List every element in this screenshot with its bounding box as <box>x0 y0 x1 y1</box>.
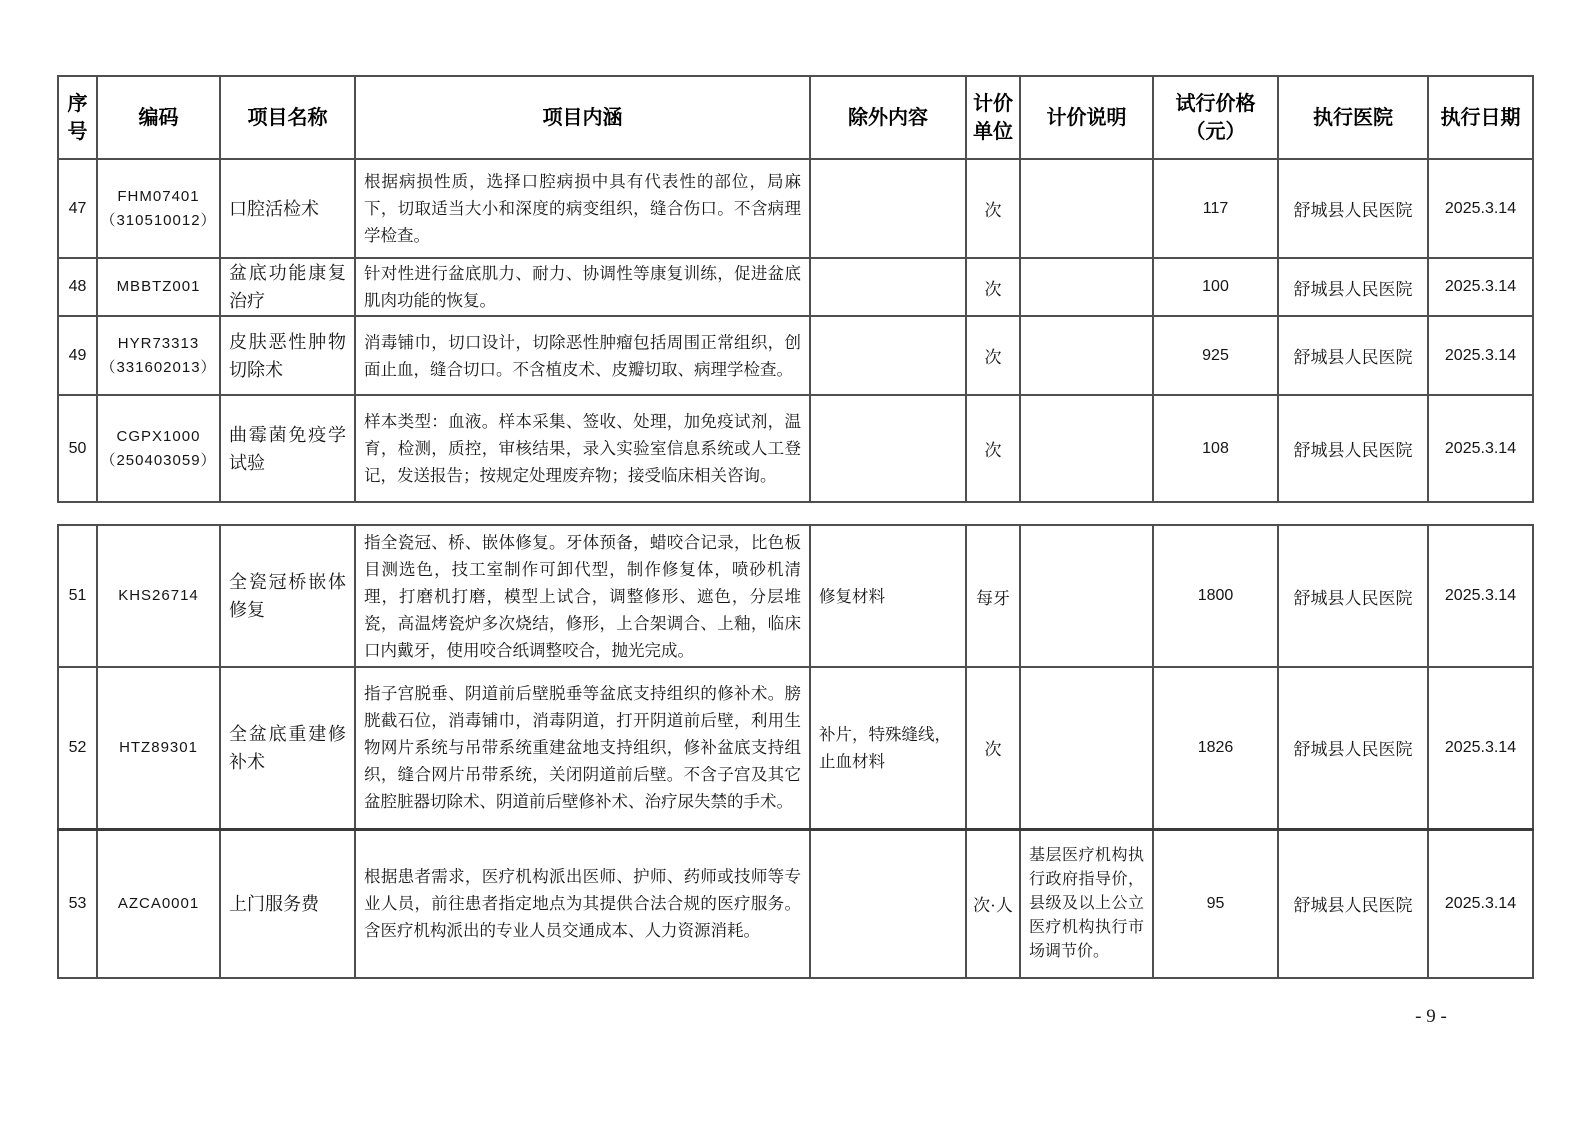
page-number: - 9 - <box>1415 1006 1447 1027</box>
price-table-area <box>57 75 1532 979</box>
cell-name: 口腔活检术 <box>220 159 355 258</box>
cell-unit: 每牙 <box>966 525 1020 667</box>
cell-unit: 次 <box>966 258 1020 316</box>
cell-name: 全盆底重建修补术 <box>220 667 355 829</box>
cell-date: 2025.3.14 <box>1428 159 1533 258</box>
header-seq: 序号 <box>58 76 97 159</box>
cell-exclusion: 修复材料 <box>810 525 966 667</box>
cell-code <box>97 159 220 258</box>
header-exclusion: 除外内容 <box>810 76 966 159</box>
cell-unit: 次 <box>966 316 1020 395</box>
cell-date: 2025.3.14 <box>1428 395 1533 502</box>
cell-date: 2025.3.14 <box>1428 667 1533 829</box>
code-line1: FHM07401 <box>117 187 200 205</box>
cell-exclusion <box>810 159 966 258</box>
table-row <box>58 525 1533 667</box>
cell-content: 指子宫脱垂、阴道前后壁脱垂等盆底支持组织的修补术。膀胱截石位，消毒铺巾，消毒阴道，打开阴道前后壁，利用生物网片系统与吊带系统重建盆地支持组织，修补盆底支持组织，缝合网片吊带系统，关闭阴道前后壁。不含子宫及其它盆腔脏器切除术、阴道前后壁修补术、治疗尿失禁的手术。 <box>355 667 810 829</box>
cell-exclusion <box>810 829 966 978</box>
code-line1: AZCA0001 <box>117 894 200 912</box>
code-line1: KHS26714 <box>118 587 199 604</box>
cell-name: 全瓷冠桥嵌体修复 <box>220 525 355 667</box>
cell-content: 样本类型：血液。样本采集、签收、处理，加免疫试剂，温育，检测，质控，审核结果，录入实验室信息系统或人工登记，发送报告；按规定处理废弃物；接受临床相关咨询。 <box>355 395 810 502</box>
cell-seq: 49 <box>58 316 97 395</box>
cell-code <box>97 667 220 829</box>
cell-seq: 50 <box>58 395 97 502</box>
cell-hospital: 舒城县人民医院 <box>1278 316 1428 395</box>
table-header-row <box>58 76 1533 159</box>
cell-content: 指全瓷冠、桥、嵌体修复。牙体预备，蜡咬合记录，比色板目测选色，技工室制作可卸代型，制作修复体，喷砂机清理，打磨机打磨，模型上试合，调整修形、遮色，分层堆瓷，高温烤瓷炉多次烧结，修形，上合架调合、上釉，临床口内戴牙，使用咬合纸调整咬合，抛光完成。 <box>355 525 810 667</box>
table-row <box>58 395 1533 502</box>
cell-price: 117 <box>1153 159 1278 258</box>
cell-price: 925 <box>1153 316 1278 395</box>
cell-content: 消毒铺巾，切口设计，切除恶性肿瘤包括周围正常组织，创面止血，缝合切口。不含植皮术、皮瓣切取、病理学检查。 <box>355 316 810 395</box>
header-name: 项目名称 <box>220 76 355 159</box>
cell-date: 2025.3.14 <box>1428 829 1533 978</box>
table-row <box>58 829 1533 978</box>
cell-content: 针对性进行盆底肌力、耐力、协调性等康复训练，促进盆底肌肉功能的恢复。 <box>355 258 810 316</box>
cell-seq: 51 <box>58 525 97 667</box>
cell-exclusion <box>810 395 966 502</box>
cell-note <box>1020 316 1153 395</box>
cell-unit: 次 <box>966 159 1020 258</box>
cell-code <box>97 829 220 978</box>
price-table-fragment-2 <box>57 524 1534 979</box>
cell-hospital: 舒城县人民医院 <box>1278 829 1428 978</box>
cell-seq: 52 <box>58 667 97 829</box>
cell-name: 盆底功能康复治疗 <box>220 258 355 316</box>
cell-code <box>97 525 220 667</box>
code-line2: （331602013） <box>100 358 217 376</box>
header-hospital: 执行医院 <box>1278 76 1428 159</box>
cell-exclusion <box>810 258 966 316</box>
header-price: 试行价格（元） <box>1153 76 1278 159</box>
cell-seq: 48 <box>58 258 97 316</box>
table-row <box>58 316 1533 395</box>
cell-unit: 次·人 <box>966 829 1020 978</box>
cell-seq: 47 <box>58 159 97 258</box>
code-line2: （250403059） <box>100 451 217 469</box>
cell-seq: 53 <box>58 829 97 978</box>
code-line1: HTZ89301 <box>119 738 198 756</box>
table-row <box>58 258 1533 316</box>
cell-note: 基层医疗机构执行政府指导价，县级及以上公立医疗机构执行市场调节价。 <box>1020 829 1153 978</box>
cell-hospital: 舒城县人民医院 <box>1278 525 1428 667</box>
code-line1: HYR73313 <box>117 334 200 352</box>
price-table-fragment-1 <box>57 75 1534 503</box>
cell-hospital: 舒城县人民医院 <box>1278 395 1428 502</box>
cell-content: 根据患者需求，医疗机构派出医师、护师、药师或技师等专业人员，前往患者指定地点为其提供合法合规的医疗服务。含医疗机构派出的专业人员交通成本、人力资源消耗。 <box>355 829 810 978</box>
cell-code <box>97 258 220 316</box>
cell-price: 95 <box>1153 829 1278 978</box>
cell-unit: 次 <box>966 667 1020 829</box>
cell-price: 1800 <box>1153 525 1278 667</box>
cell-note <box>1020 258 1153 316</box>
cell-code <box>97 316 220 395</box>
header-unit: 计价单位 <box>966 76 1020 159</box>
cell-note <box>1020 525 1153 667</box>
cell-name: 皮肤恶性肿物切除术 <box>220 316 355 395</box>
cell-date: 2025.3.14 <box>1428 316 1533 395</box>
cell-code <box>97 395 220 502</box>
cell-price: 108 <box>1153 395 1278 502</box>
cell-date: 2025.3.14 <box>1428 258 1533 316</box>
cell-price: 1826 <box>1153 667 1278 829</box>
cell-note <box>1020 395 1153 502</box>
cell-exclusion: 补片，特殊缝线，止血材料 <box>810 667 966 829</box>
cell-exclusion <box>810 316 966 395</box>
header-date: 执行日期 <box>1428 76 1533 159</box>
cell-hospital: 舒城县人民医院 <box>1278 258 1428 316</box>
code-line1: CGPX1000 <box>116 427 201 445</box>
cell-content: 根据病损性质，选择口腔病损中具有代表性的部位，局麻下，切取适当大小和深度的病变组织，缝合伤口。不含病理学检查。 <box>355 159 810 258</box>
cell-hospital: 舒城县人民医院 <box>1278 667 1428 829</box>
table-row <box>58 667 1533 829</box>
cell-name: 上门服务费 <box>220 829 355 978</box>
code-line2: （310510012） <box>100 211 217 229</box>
header-code: 编码 <box>97 76 220 159</box>
header-note: 计价说明 <box>1020 76 1153 159</box>
cell-hospital: 舒城县人民医院 <box>1278 159 1428 258</box>
cell-unit: 次 <box>966 395 1020 502</box>
cell-name: 曲霉菌免疫学试验 <box>220 395 355 502</box>
cell-note <box>1020 159 1153 258</box>
header-content: 项目内涵 <box>355 76 810 159</box>
code-line1: MBBTZ001 <box>116 278 201 295</box>
table-row <box>58 159 1533 258</box>
cell-date: 2025.3.14 <box>1428 525 1533 667</box>
cell-note <box>1020 667 1153 829</box>
cell-price: 100 <box>1153 258 1278 316</box>
